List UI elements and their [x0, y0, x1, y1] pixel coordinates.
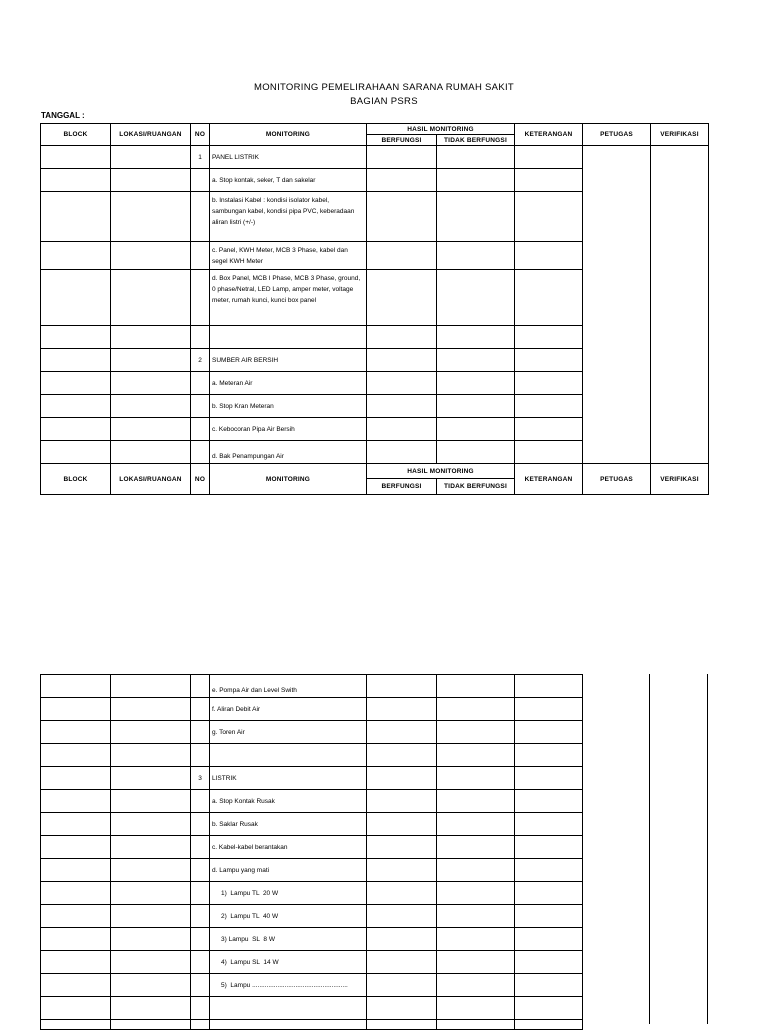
header-monitoring: MONITORING [210, 124, 367, 146]
header-result: HASIL MONITORING [367, 124, 515, 135]
block-cell[interactable] [41, 441, 111, 464]
table-row [41, 675, 583, 698]
monitoring-item: c. Kebocoran Pipa Air Bersih [210, 418, 367, 441]
location-cell[interactable] [111, 146, 191, 169]
date-label: TANGGAL : [41, 111, 85, 120]
working-cell[interactable] [367, 905, 437, 928]
location-cell[interactable] [111, 270, 191, 326]
not-working-cell[interactable] [437, 698, 515, 721]
row-number [191, 859, 210, 882]
header-working: BERFUNGSI [367, 479, 437, 495]
monitoring-item: 5) Lampu ..................................................... [210, 974, 367, 997]
notes-cell[interactable] [515, 675, 583, 698]
block-cell[interactable] [41, 242, 111, 270]
monitoring-item: SUMBER AIR BERSIH [210, 349, 367, 372]
header-working: BERFUNGSI [367, 135, 437, 146]
row-number [191, 326, 210, 349]
table-row [41, 698, 583, 721]
notes-cell[interactable] [515, 859, 583, 882]
location-cell[interactable] [111, 169, 191, 192]
not-working-cell[interactable] [437, 395, 515, 418]
row-number [191, 698, 210, 721]
no-cell [191, 1020, 210, 1030]
block-cell[interactable] [41, 418, 111, 441]
row-number [191, 928, 210, 951]
not-working-cell[interactable] [437, 270, 515, 326]
row-number [191, 951, 210, 974]
working-cell[interactable] [367, 790, 437, 813]
notes-cell[interactable] [515, 698, 583, 721]
working-cell[interactable] [367, 349, 437, 372]
table-row [41, 744, 583, 767]
location-cell[interactable] [111, 790, 191, 813]
not-working-cell[interactable] [437, 721, 515, 744]
working-cell[interactable] [367, 242, 437, 270]
working-cell[interactable] [367, 326, 437, 349]
header-no: NO [191, 464, 210, 495]
location-cell[interactable] [111, 192, 191, 242]
notes-cell[interactable] [515, 146, 583, 169]
working-cell[interactable] [367, 146, 437, 169]
row-number [191, 169, 210, 192]
officer-cell[interactable] [583, 146, 651, 464]
header-not-working: TIDAK BERFUNGSI [437, 135, 515, 146]
block-cell[interactable] [41, 882, 111, 905]
monitoring-item: a. Stop Kontak Rusak [210, 790, 367, 813]
monitoring-item: 1) Lampu TL 20 W [210, 882, 367, 905]
table-row [41, 882, 583, 905]
working-cell[interactable] [367, 372, 437, 395]
monitoring-item: a. Meteran Air [210, 372, 367, 395]
location-cell[interactable] [111, 675, 191, 698]
working-cell[interactable] [367, 836, 437, 859]
block-cell[interactable] [41, 372, 111, 395]
location-cell[interactable] [111, 767, 191, 790]
working-cell[interactable] [367, 192, 437, 242]
table-header-row [41, 124, 709, 135]
working-cell[interactable] [367, 675, 437, 698]
not-working-cell[interactable] [437, 905, 515, 928]
block-cell[interactable] [41, 974, 111, 997]
header-monitoring: MONITORING [210, 464, 367, 495]
block-cell[interactable] [41, 813, 111, 836]
monitoring-item: b. Saklar Rusak [210, 813, 367, 836]
row-number: 1 [191, 146, 210, 169]
notes-cell[interactable] [515, 951, 583, 974]
monitoring-item: c. Panel, KWH Meter, MCB 3 Phase, kabel dan segel KWH Meter [210, 242, 367, 270]
header-location: LOKASI/RUANGAN [111, 124, 191, 146]
not-working-cell[interactable] [437, 790, 515, 813]
row-number [191, 372, 210, 395]
table-row [41, 767, 583, 790]
block-cell[interactable] [41, 836, 111, 859]
not-working-cell[interactable] [437, 882, 515, 905]
block-cell[interactable] [41, 744, 111, 767]
working-cell[interactable] [367, 928, 437, 951]
location-cell[interactable] [111, 349, 191, 372]
header-verification: VERIFIKASI [651, 464, 709, 495]
monitoring-item: e. Pompa Air dan Level Swith [210, 675, 367, 698]
row-number [191, 242, 210, 270]
monitoring-item: d. Lampu yang mati [210, 859, 367, 882]
table-row [41, 1020, 583, 1030]
block-cell[interactable] [41, 270, 111, 326]
block-cell[interactable] [41, 721, 111, 744]
notes-cell[interactable] [515, 905, 583, 928]
notes-cell[interactable] [515, 997, 583, 1020]
block-cell[interactable] [41, 997, 111, 1020]
block-cell[interactable] [41, 326, 111, 349]
block-cell[interactable] [41, 1020, 111, 1030]
monitoring-item: PANEL LISTRIK [210, 146, 367, 169]
monitoring-table-page1 [40, 123, 709, 495]
location-cell[interactable] [111, 882, 191, 905]
verification-column-right-border [707, 674, 708, 1024]
row-number [191, 192, 210, 242]
notes-cell[interactable] [515, 395, 583, 418]
not-working-cell[interactable] [437, 192, 515, 242]
monitoring-item: c. Kabel-kabel berantakan [210, 836, 367, 859]
not-working-cell[interactable] [437, 1020, 515, 1030]
working-cell[interactable] [367, 974, 437, 997]
not-working-cell[interactable] [437, 675, 515, 698]
location-cell[interactable] [111, 905, 191, 928]
header-officer: PETUGAS [583, 124, 651, 146]
block-cell[interactable] [41, 951, 111, 974]
working-cell[interactable] [367, 270, 437, 326]
working-cell[interactable] [367, 441, 437, 464]
monitoring-item [210, 744, 367, 767]
monitoring-item: b. Stop Kran Meteran [210, 395, 367, 418]
document-subtitle: BAGIAN PSRS [350, 96, 418, 107]
monitoring-item: LISTRIK [210, 767, 367, 790]
block-cell[interactable] [41, 395, 111, 418]
not-working-cell[interactable] [437, 836, 515, 859]
row-number: 3 [191, 767, 210, 790]
officer-column-divider [649, 674, 650, 1024]
block-cell[interactable] [41, 192, 111, 242]
working-cell[interactable] [367, 813, 437, 836]
notes-cell[interactable] [515, 744, 583, 767]
not-working-cell[interactable] [437, 242, 515, 270]
location-cell[interactable] [111, 836, 191, 859]
monitoring-item: a. Stop kontak, seker, T dan sakelar [210, 169, 367, 192]
working-cell[interactable] [367, 767, 437, 790]
working-cell[interactable] [367, 997, 437, 1020]
monitoring-item: b. Instalasi Kabel : kondisi isolator kabel, sambungan kabel, kondisi pipa PVC, keberadaan aliran listri (+/-) [210, 192, 367, 242]
notes-cell[interactable] [515, 767, 583, 790]
monitoring-item [210, 997, 367, 1020]
header-block: BLOCK [41, 464, 111, 495]
notes-cell[interactable] [515, 441, 583, 464]
header-notes: KETERANGAN [515, 464, 583, 495]
row-number [191, 270, 210, 326]
block-cell[interactable] [41, 905, 111, 928]
header-verification: VERIFIKASI [651, 124, 709, 146]
row-number [191, 721, 210, 744]
location-cell[interactable] [111, 698, 191, 721]
row-number [191, 974, 210, 997]
working-cell[interactable] [367, 882, 437, 905]
not-working-cell[interactable] [437, 441, 515, 464]
header-result: HASIL MONITORING [367, 464, 515, 479]
not-working-cell[interactable] [437, 146, 515, 169]
row-number [191, 882, 210, 905]
monitoring-item: f. Aliran Debit Air [210, 698, 367, 721]
notes-cell[interactable] [515, 882, 583, 905]
row-number [191, 395, 210, 418]
notes-cell[interactable] [515, 721, 583, 744]
location-cell[interactable] [111, 441, 191, 464]
row-number: 2 [191, 349, 210, 372]
notes-cell[interactable] [515, 270, 583, 326]
location-cell[interactable] [111, 721, 191, 744]
working-cell[interactable] [367, 418, 437, 441]
document-title: MONITORING PEMELIRAHAAN SARANA RUMAH SAKIT [254, 82, 514, 93]
header-notes: KETERANGAN [515, 124, 583, 146]
working-cell[interactable] [367, 859, 437, 882]
working-cell[interactable] [367, 395, 437, 418]
row-number [191, 441, 210, 464]
not-working-cell[interactable] [437, 951, 515, 974]
monitoring-table-page2 [40, 674, 583, 1030]
working-cell[interactable] [367, 698, 437, 721]
table-row [41, 721, 583, 744]
notes-cell[interactable] [515, 192, 583, 242]
working-cell[interactable] [367, 1020, 437, 1030]
table-row [41, 813, 583, 836]
block-cell[interactable] [41, 928, 111, 951]
monitoring-item: 4) Lampu SL 14 W [210, 951, 367, 974]
notes-cell[interactable] [515, 836, 583, 859]
notes-cell[interactable] [515, 974, 583, 997]
header-not-working: TIDAK BERFUNGSI [437, 479, 515, 495]
table-row [41, 790, 583, 813]
monitoring-item: 3) Lampu SL 8 W [210, 928, 367, 951]
not-working-cell[interactable] [437, 744, 515, 767]
notes-cell[interactable] [515, 1020, 583, 1030]
location-cell[interactable] [111, 372, 191, 395]
location-cell[interactable] [111, 859, 191, 882]
row-number [191, 744, 210, 767]
verification-cell[interactable] [651, 146, 709, 464]
block-cell[interactable] [41, 859, 111, 882]
table-footer-header-row [41, 464, 709, 479]
not-working-cell[interactable] [437, 169, 515, 192]
table-row [41, 997, 583, 1020]
location-cell[interactable] [111, 951, 191, 974]
row-number [191, 836, 210, 859]
notes-cell[interactable] [515, 372, 583, 395]
notes-cell[interactable] [515, 326, 583, 349]
monitoring-item [210, 326, 367, 349]
not-working-cell[interactable] [437, 859, 515, 882]
not-working-cell[interactable] [437, 372, 515, 395]
notes-cell[interactable] [515, 928, 583, 951]
header-officer: PETUGAS [583, 464, 651, 495]
location-cell[interactable] [111, 928, 191, 951]
monitoring-item: g. Toren Air [210, 721, 367, 744]
block-cell[interactable] [41, 146, 111, 169]
table-row [41, 974, 583, 997]
not-working-cell[interactable] [437, 767, 515, 790]
row-number [191, 418, 210, 441]
location-cell[interactable] [111, 997, 191, 1020]
location-cell[interactable] [111, 242, 191, 270]
location-cell[interactable] [111, 418, 191, 441]
row-number [191, 813, 210, 836]
row-number [191, 997, 210, 1020]
row-number [191, 905, 210, 928]
table-row [41, 905, 583, 928]
notes-cell[interactable] [515, 349, 583, 372]
table-row [41, 836, 583, 859]
not-working-cell[interactable] [437, 326, 515, 349]
not-working-cell[interactable] [437, 997, 515, 1020]
location-cell[interactable] [111, 1020, 191, 1030]
block-cell[interactable] [41, 349, 111, 372]
table-row [41, 928, 583, 951]
row-number [191, 790, 210, 813]
table-row [41, 951, 583, 974]
block-cell[interactable] [41, 698, 111, 721]
table-row [41, 859, 583, 882]
header-no: NO [191, 124, 210, 146]
not-working-cell[interactable] [437, 349, 515, 372]
location-cell[interactable] [111, 813, 191, 836]
monitoring-cell [210, 1020, 367, 1030]
location-cell[interactable] [111, 974, 191, 997]
header-block: BLOCK [41, 124, 111, 146]
block-cell[interactable] [41, 767, 111, 790]
notes-cell[interactable] [515, 169, 583, 192]
location-cell[interactable] [111, 326, 191, 349]
not-working-cell[interactable] [437, 928, 515, 951]
notes-cell[interactable] [515, 418, 583, 441]
notes-cell[interactable] [515, 242, 583, 270]
location-cell[interactable] [111, 744, 191, 767]
working-cell[interactable] [367, 744, 437, 767]
monitoring-item: d. Box Panel, MCB I Phase, MCB 3 Phase, ground, 0 phase/Netral, LED Lamp, amper meter, voltage meter, rumah kunci, kunci box panel [210, 270, 367, 326]
working-cell[interactable] [367, 169, 437, 192]
table-row [41, 146, 709, 169]
block-cell[interactable] [41, 169, 111, 192]
header-location: LOKASI/RUANGAN [111, 464, 191, 495]
working-cell[interactable] [367, 951, 437, 974]
block-cell[interactable] [41, 790, 111, 813]
not-working-cell[interactable] [437, 974, 515, 997]
not-working-cell[interactable] [437, 418, 515, 441]
location-cell[interactable] [111, 395, 191, 418]
working-cell[interactable] [367, 721, 437, 744]
notes-cell[interactable] [515, 790, 583, 813]
notes-cell[interactable] [515, 813, 583, 836]
not-working-cell[interactable] [437, 813, 515, 836]
monitoring-item: 2) Lampu TL 40 W [210, 905, 367, 928]
monitoring-item: d. Bak Penampungan Air [210, 441, 367, 464]
block-cell[interactable] [41, 675, 111, 698]
row-number [191, 675, 210, 698]
